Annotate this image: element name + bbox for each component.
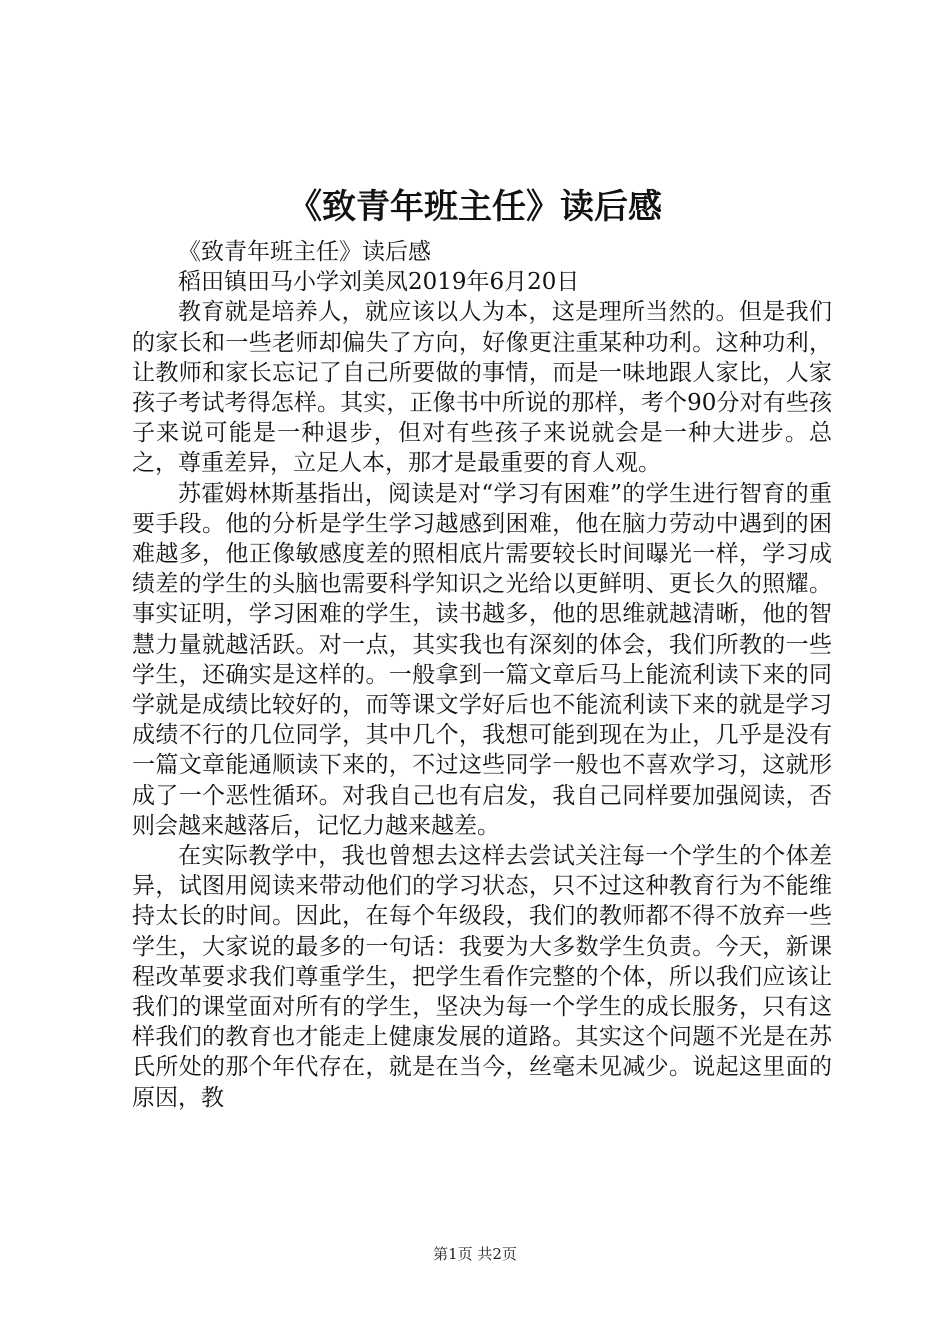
- subtitle-line: 《致青年班主任》读后感: [178, 239, 431, 265]
- body-paragraph: 教育就是培养人，就应该以人为本，这是理所当然的。但是我们的家长和一些老师却偏失了方向，好像更注重某种功利。这种功利，让教师和家长忘记了自己所要做的事情，而是一味地跟人家比，人家孩子考试考得怎样。其实，正像书中所说的那样，考个90分对有些孩子来说可能是一种退步，但对有些孩子来说就会是一种大进步。总之，尊重差异，立足人本，那才是最重要的育人观。: [132, 299, 832, 477]
- body-paragraph: 在实际教学中，我也曾想去这样去尝试关注每一个学生的个体差异，试图用阅读来带动他们的学习状态，只不过这种教育行为不能维持太长的时间。因此，在每个年级段，我们的教师都不得不放弃一些学生，大家说的最多的一句话：我要为大多数学生负责。今天，新课程改革要求我们尊重学生，把学生看作完整的个体，所以我们应该让我们的课堂面对所有的学生，坚决为每一个学生的成长服务，只有这样我们的教育也才能走上健康发展的道路。其实这个问题不光是在苏氏所处的那个年代存在，就是在当今，丝毫未见减少。说起这里面的原因，教: [132, 843, 832, 1111]
- author-date-line: 稻田镇田马小学刘美凤2019年6月20日: [178, 269, 580, 296]
- document-title: 《致青年班主任》读后感: [288, 187, 662, 227]
- document-body: [132, 237, 832, 1113]
- page-footer: 第1页 共2页: [433, 1245, 517, 1263]
- body-paragraph: 苏霍姆林斯基指出，阅读是对“学习有困难”的学生进行智育的重要手段。他的分析是学生学习越感到困难，他在脑力劳动中遇到的困难越多，他正像敏感度差的照相底片需要较长时间曝光一样，学习成绩差的学生的头脑也需要科学知识之光给以更鲜明、更长久的照耀。事实证明，学习困难的学生，读书越多，他的思维就越清晰，他的智慧力量就越活跃。对一点，其实我也有深刻的体会，我们所教的一些学生，还确实是这样的。一般拿到一篇文章后马上能流利读下来的同学就是成绩比较好的，而等课文学好后也不能流利读下来的就是学习成绩不行的几位同学，其中几个，我想可能到现在为止，几乎是没有一篇文章能通顺读下来的，不过这些同学一般也不喜欢学习，这就形成了一个恶性循环。对我自己也有启发，我自己同样要加强阅读，否则会越来越落后，记忆力越来越差。: [132, 480, 832, 839]
